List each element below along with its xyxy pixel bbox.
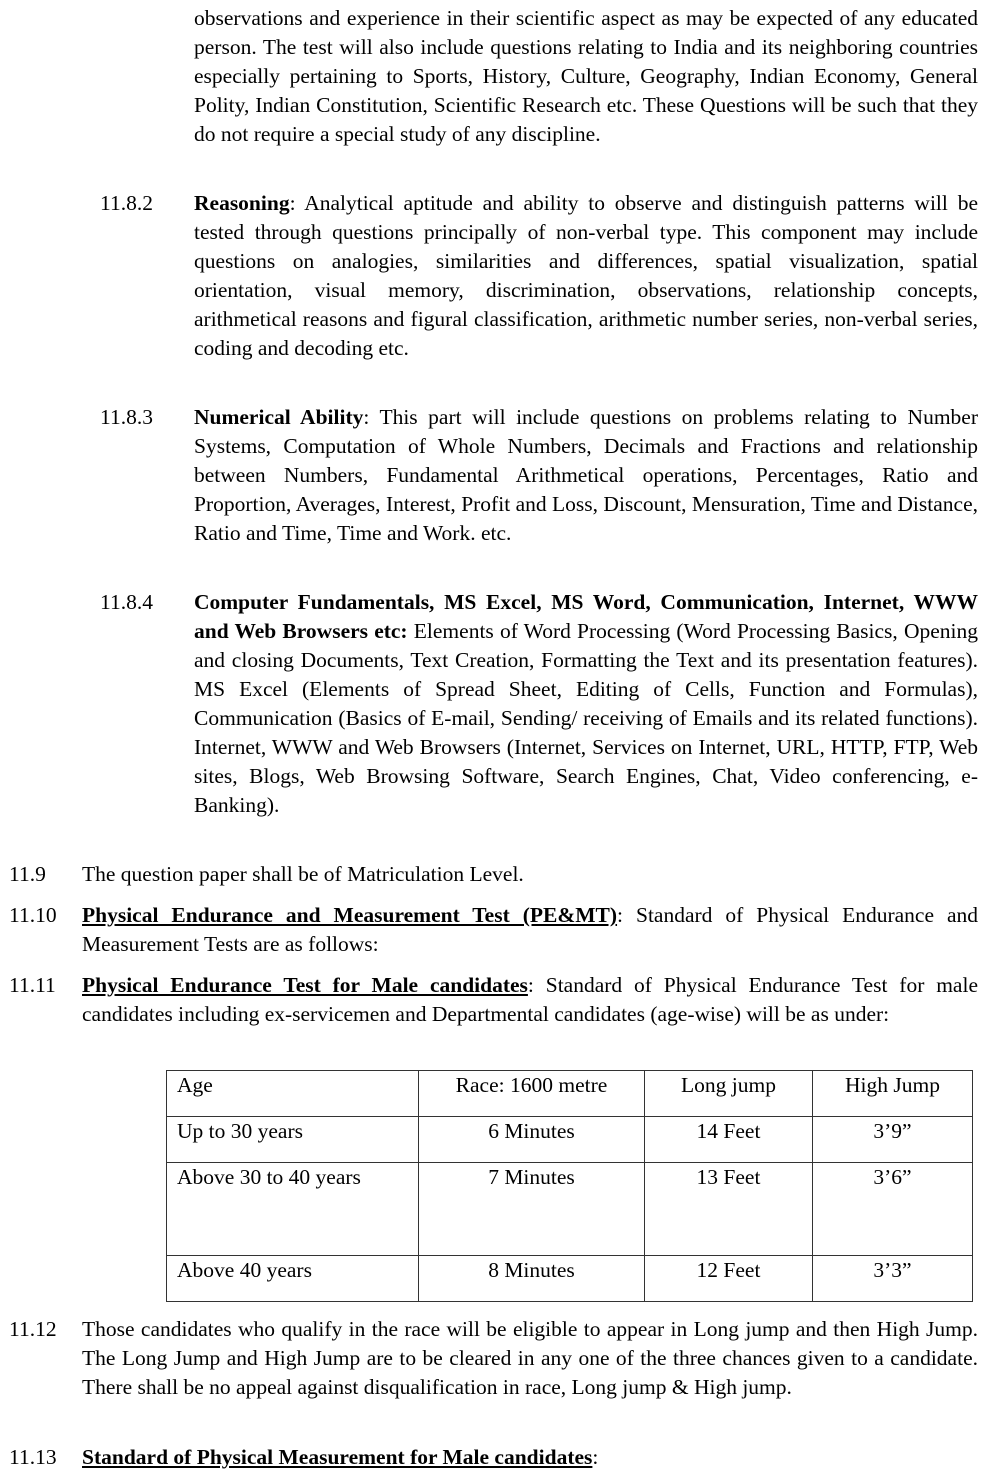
section-title: Reasoning bbox=[194, 191, 290, 215]
table-cell: 14 Feet bbox=[645, 1117, 813, 1163]
section-number-11-8-4: 11.8.4 bbox=[100, 590, 153, 614]
section-number-11-9: 11.9 bbox=[9, 862, 46, 886]
header-cell: Age bbox=[167, 1071, 419, 1117]
section-text: : Analytical aptitude and ability to observe and distinguish patterns will be tested through questions principally of non-verbal type. This component may include questions on analogies, similarities and differences, spatial visualization, spatial orientation, visual memory, discrimination, observations, relationship concepts, arithmetical reasons and figural classification, arithmetic number series, non-verbal series, coding and decoding etc. bbox=[194, 191, 978, 360]
table-cell: 3’9” bbox=[813, 1117, 973, 1163]
table-cell: Above 30 to 40 years bbox=[167, 1163, 419, 1256]
header-cell: Race: 1600 metre bbox=[419, 1071, 645, 1117]
section-number-11-11: 11.11 bbox=[9, 973, 56, 997]
intro-paragraph: observations and experience in their scientific aspect as may be expected of any educated person. The test will also include questions relating to India and its neighboring countries especially pertaining to Sports, History, Culture, Geography, Indian Economy, General Polity, Indian Constitution, Scientific Research etc. These Questions will be such that they do not require a special study of any discipline. bbox=[194, 6, 978, 146]
physical-endurance-table bbox=[166, 1070, 973, 1302]
section-11-8-3 bbox=[194, 403, 978, 548]
section-text: Elements of Word Processing (Word Processing Basics, Opening and closing Documents, Text Creation, Formatting the Text and its presentation features). MS Excel (Elements of Spread Sheet, Editing of Cells, Function and Formulas), Communication (Basics of E-mail, Sending/ receiving of Emails and its related functions). Internet, WWW and Web Browsers (Internet, Services on Internet, URL, HTTP, FTP, Web sites, Blogs, Web Browsing Software, Search Engines, Chat, Video conferencing, e-Banking). bbox=[194, 619, 978, 817]
table-cell: 12 Feet bbox=[645, 1256, 813, 1302]
table-header-row bbox=[167, 1071, 973, 1117]
section-number-11-8-2: 11.8.2 bbox=[100, 191, 153, 215]
table-cell: 6 Minutes bbox=[419, 1117, 645, 1163]
table-row bbox=[167, 1117, 973, 1163]
section-text: : Standard of Physical Endurance Test for male candidates including ex-servicemen and Departmental candidates (age-wise) will be as under: bbox=[82, 973, 978, 1026]
section-11-12: Those candidates who qualify in the race will be eligible to appear in Long jump and then High Jump. The Long Jump and High Jump are to be cleared in any one of the three chances given to a candidate. There shall be no appeal against disqualification in race, Long jump & High jump. bbox=[82, 1317, 978, 1399]
table-row bbox=[167, 1163, 973, 1256]
section-number-11-8-3: 11.8.3 bbox=[100, 405, 153, 429]
table-cell: 3’6” bbox=[813, 1163, 973, 1256]
table-cell: Up to 30 years bbox=[167, 1117, 419, 1163]
section-11-11 bbox=[82, 971, 978, 1029]
header-cell: Long jump bbox=[645, 1071, 813, 1117]
section-text: : This part will include questions on problems relating to Number Systems, Computation of Whole Numbers, Decimals and Fractions and relationship between Numbers, Fundamental Arithmetical operations, Percentages, Ratio and Proportion, Averages, Interest, Profit and Loss, Discount, Mensuration, Time and Distance, Ratio and Time, Time and Work. etc. bbox=[194, 405, 978, 545]
table-cell: 8 Minutes bbox=[419, 1256, 645, 1302]
section-title: Standard of Physical Measurement for Male candidates bbox=[82, 1445, 593, 1469]
table-row bbox=[167, 1256, 973, 1302]
table-cell: 13 Feet bbox=[645, 1163, 813, 1256]
section-11-13 bbox=[82, 1443, 978, 1472]
section-title: Numerical Ability bbox=[194, 405, 364, 429]
section-text: : Standard of Physical Endurance and Measurement Tests are as follows: bbox=[82, 903, 978, 956]
section-text: : bbox=[592, 1445, 599, 1469]
section-number-11-12: 11.12 bbox=[9, 1317, 57, 1341]
section-11-8-4 bbox=[194, 588, 978, 820]
section-title: Computer Fundamentals, MS Excel, MS Word, Communication, Internet, WWW and Web Browsers etc: bbox=[194, 590, 978, 643]
table-cell: 3’3” bbox=[813, 1256, 973, 1302]
section-number-11-13: 11.13 bbox=[9, 1445, 57, 1469]
table-cell: Above 40 years bbox=[167, 1256, 419, 1302]
table-cell: 7 Minutes bbox=[419, 1163, 645, 1256]
section-number-11-10: 11.10 bbox=[9, 903, 57, 927]
header-cell: High Jump bbox=[813, 1071, 973, 1117]
section-11-10 bbox=[82, 901, 978, 959]
section-title: Physical Endurance and Measurement Test (PE&MT) bbox=[82, 903, 618, 927]
section-title: Physical Endurance Test for Male candidates bbox=[82, 973, 528, 997]
section-11-8-2 bbox=[194, 189, 978, 363]
section-11-9: The question paper shall be of Matriculation Level. bbox=[82, 862, 524, 886]
